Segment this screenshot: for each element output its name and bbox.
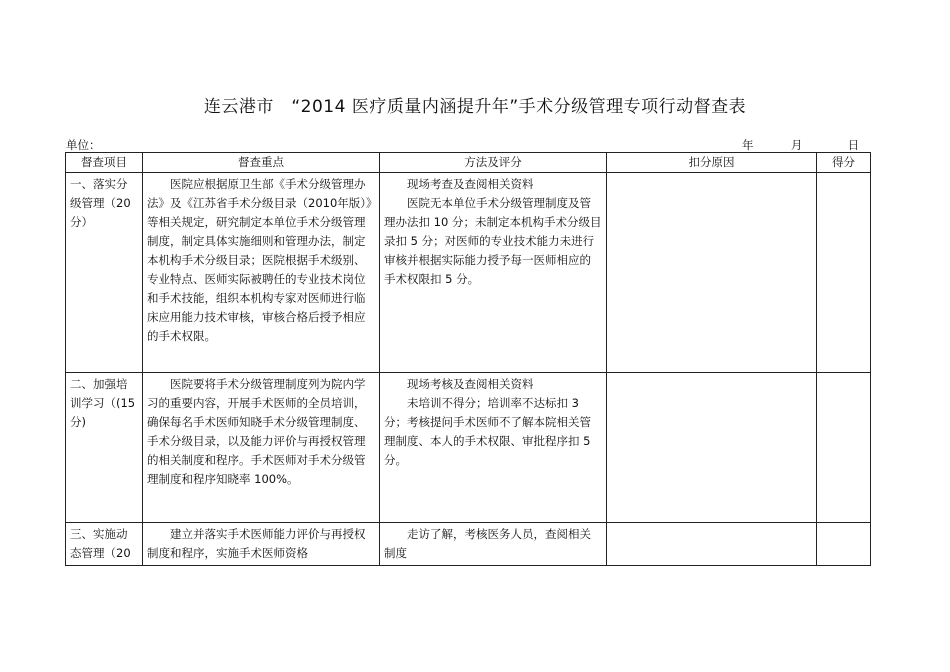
inspection-table [65, 152, 871, 566]
row-method-body: 未培训不得分；培训率不达标扣 3 分；考核提问手术医师不了解本院相关管理制度、本人的手术权限、审批程序扣 5 分。 [384, 396, 591, 467]
header-focus: 督查重点 [143, 153, 380, 173]
date-month: 月 [790, 138, 803, 152]
row-score [817, 173, 871, 373]
table-row [66, 523, 871, 566]
header-reason: 扣分原因 [607, 153, 817, 173]
table-row [66, 173, 871, 373]
page-title: 连云港市 “2014 医疗质量内涵提升年”手术分级管理专项行动督查表 [203, 97, 747, 117]
row-item: 二、加强培训学习（(15分) [66, 373, 143, 523]
row-method-title: 现场考查及查阅相关资料 [407, 177, 534, 191]
table-header-row [66, 153, 871, 173]
row-method-title: 现场考核及查阅相关资料 [407, 377, 534, 391]
row-method-title: 走访了解，考核医务人员，查阅相关制度 [384, 527, 591, 560]
header-item: 督查项目 [66, 153, 143, 173]
row-method [380, 373, 607, 523]
row-focus-text: 建立并落实手术医师能力评价与再授权制度和程序，实施手术医师资格 [147, 527, 366, 560]
row-focus [143, 373, 380, 523]
row-score [817, 523, 871, 566]
row-method-body: 医院无本单位手术分级管理制度及管理办法扣 10 分；未制定本机构手术分级目录扣 5 分；对医师的专业技术能力未进行审核并根据实际能力授予每一医师相应的手术权限扣 5 分。 [384, 196, 602, 286]
row-method [380, 523, 607, 566]
row-reason [607, 523, 817, 566]
row-reason [607, 373, 817, 523]
row-item: 一、落实分级管理（20分） [66, 173, 143, 373]
row-focus-text: 医院应根据原卫生部《手术分级管理办法》及《江苏省手术分级目录（2010年版）》等相关规定，研究制定本单位手术分级管理制度，制定具体实施细则和管理办法，制定本机构手术分级目录；医院根据手术级别、专业特点、医师实际被聘任的专业技术岗位和手术技能，组织本机构专家对医师进行临床应用能力技术审核，审核合格后授予相应的手术权限。 [147, 177, 372, 343]
row-method [380, 173, 607, 373]
date-year: 年 [742, 138, 754, 152]
row-focus-text: 医院要将手术分级管理制度列为院内学习的重要内容，开展手术医师的全员培训，确保每名手术医师知晓手术分级管理制度、手术分级目录，以及能力评价与再授权管理的相关制度和程序。手术医师对手术分级管理制度和程序知晓率 100%。 [147, 377, 366, 486]
date-line [742, 137, 859, 153]
row-item: 三、实施动态管理（20 [66, 523, 143, 566]
row-focus [143, 173, 380, 373]
table-row [66, 373, 871, 523]
row-score [817, 373, 871, 523]
row-reason [607, 173, 817, 373]
row-focus [143, 523, 380, 566]
header-method: 方法及评分 [380, 153, 607, 173]
header-score: 得分 [817, 153, 871, 173]
date-day: 日 [847, 138, 860, 152]
unit-label: 单位： [66, 138, 101, 152]
